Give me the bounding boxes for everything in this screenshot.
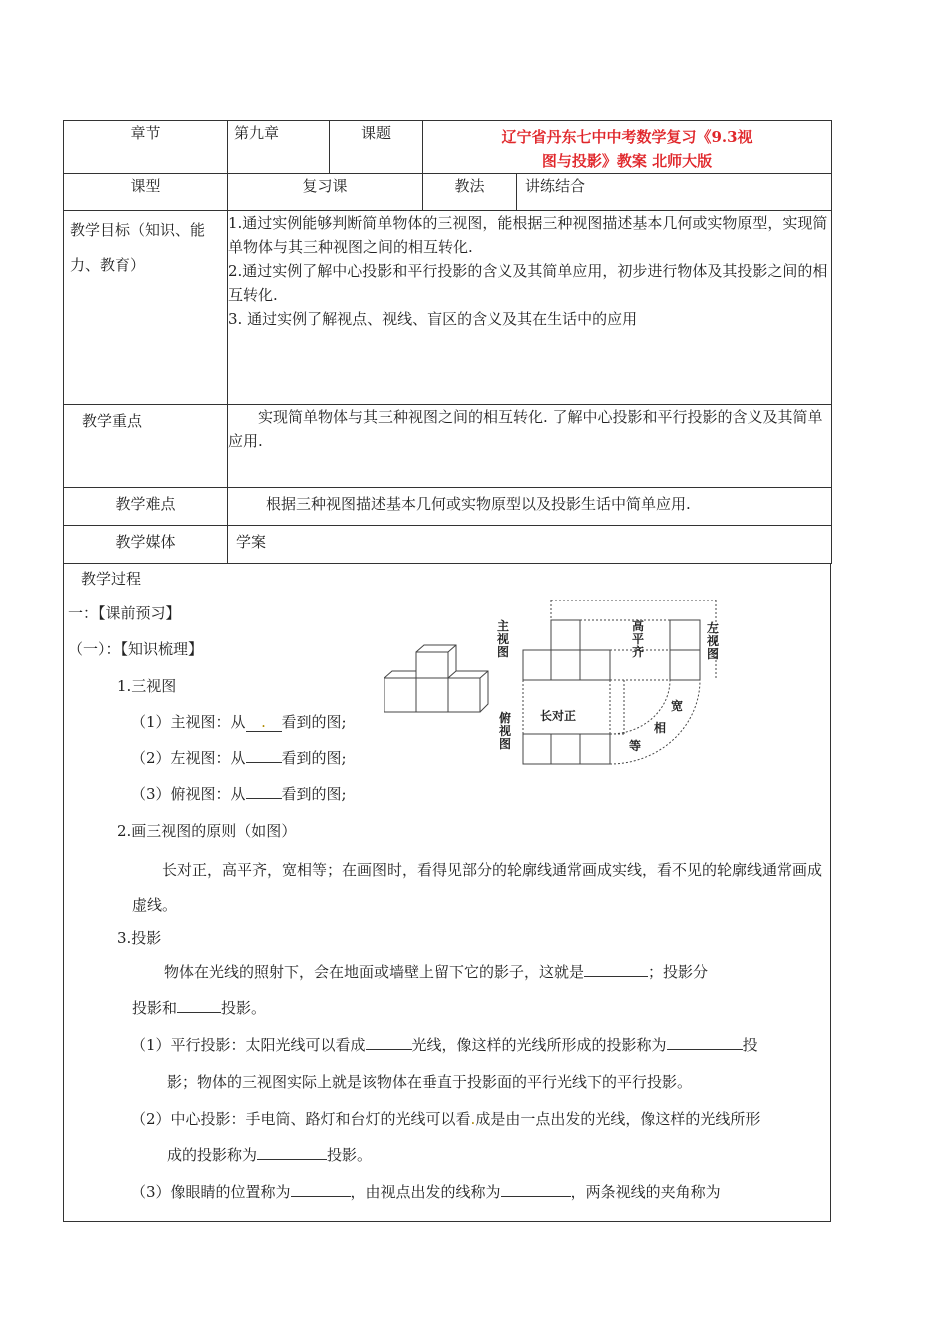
central-blank xyxy=(257,1159,327,1160)
top-view-cell xyxy=(523,734,551,764)
top-label: 俯视图 xyxy=(499,711,512,751)
proj-kind-1: 投影和 xyxy=(132,999,178,1017)
parallel-c: 投 xyxy=(742,1036,758,1054)
section-preview: 一：【课前预习】 xyxy=(68,604,181,622)
item-principle: 2.画三视图的原则（如图） xyxy=(117,822,297,840)
viewpoint-b: ，由视点出发的线称为 xyxy=(350,1183,501,1201)
chapter-label: 章节 xyxy=(64,121,228,174)
principle-text: 长对正，高平齐，宽相等；在画图时，看得见部分的轮廓线通常画成实线，看不见的轮廓线通常画成虚线。 xyxy=(132,861,823,915)
difficulties-label: 教学难点 xyxy=(64,488,228,526)
front-view-mark: . xyxy=(261,713,266,731)
proj-kind-2: 投影。 xyxy=(221,999,267,1017)
left-view-cell xyxy=(670,620,700,650)
central-c2: 投影。 xyxy=(327,1146,373,1164)
viewpoint-a: （3）像眼睛的位置称为 xyxy=(131,1183,291,1201)
width-char-3: 等 xyxy=(629,739,642,753)
topic-label: 课题 xyxy=(330,121,423,174)
difficulties-text: 根据三种视图描述基本几何或实物原型以及投影生话中简单应用. xyxy=(228,488,832,526)
front-view-pre: （1）主视图：从 xyxy=(131,713,246,731)
central-a: （2）中心投影：手电筒、路灯和台灯的光线可以看 xyxy=(131,1110,471,1128)
item-projection: 3.投影 xyxy=(117,929,162,947)
three-view-diagram xyxy=(494,600,734,800)
top-view-line xyxy=(131,783,347,804)
parallel-line-1 xyxy=(131,1034,758,1055)
media-label: 教学媒体 xyxy=(64,526,228,564)
block-figure xyxy=(384,642,494,732)
central-mark: . xyxy=(470,1110,476,1128)
left-view-blank xyxy=(246,762,282,763)
info-table xyxy=(63,120,832,564)
parallel-blank-2 xyxy=(667,1049,743,1050)
left-view-line xyxy=(131,747,347,768)
title-line-2: 图与投影》教案 北师大版 xyxy=(541,152,713,170)
media-value: 学案 xyxy=(228,526,832,564)
central-c1: 成的投影称为 xyxy=(167,1146,258,1164)
viewpoint-blank-1 xyxy=(291,1196,351,1197)
central-line-2 xyxy=(167,1144,372,1165)
left-view-pre: （2）左视图：从 xyxy=(131,749,246,767)
proj-split: ；投影分 xyxy=(648,963,709,981)
method-label: 教法 xyxy=(423,174,517,210)
viewpoint-c: ，两条视线的夹角称为 xyxy=(570,1183,721,1201)
top-view-pre: （3）俯视图：从 xyxy=(131,785,246,803)
proj-line-1 xyxy=(164,961,708,982)
left-view-post: 看到的图; xyxy=(281,749,347,767)
length-label: 长对正 xyxy=(540,709,577,723)
front-view-blank xyxy=(246,713,282,732)
subsection-knowledge: （一）：【知识梳理】 xyxy=(68,640,204,658)
goals-label: 教学目标（知识、能力、教育） xyxy=(64,211,228,405)
key-points-text: 实现简单物体与其三种视图之间的相互转化. 了解中心投影和平行投影的含义及其简单应用. xyxy=(228,405,832,488)
goals-content xyxy=(228,211,832,405)
teaching-process xyxy=(63,564,831,1222)
title-line-1: 辽宁省丹东七中中考数学复习《9.3视 xyxy=(501,128,753,146)
front-view-cell xyxy=(523,650,551,680)
proj-line-2 xyxy=(132,997,266,1018)
item-three-views: 1.三视图 xyxy=(117,677,177,695)
proj-blank-1 xyxy=(584,976,648,977)
process-heading: 教学过程 xyxy=(81,570,142,588)
parallel-line-2: 影；物体的三视图实际上就是该物体在垂直于投影面的平行光线下的平行投影。 xyxy=(167,1073,693,1091)
goal-1: 1.通过实例能够判断简单物体的三视图，能根据三种视图描述基本几何或实物原型，实现简单物体与其三种视图之间的相互转化. xyxy=(228,214,828,256)
parallel-b: 光线，像这样的光线所形成的投影称为 xyxy=(411,1036,667,1054)
parallel-a: （1）平行投影：太阳光线可以看成 xyxy=(131,1036,366,1054)
chapter-value: 第九章 xyxy=(228,121,330,174)
lesson-title xyxy=(423,121,832,174)
front-view-line xyxy=(131,711,347,732)
key-points-label: 教学重点 xyxy=(64,405,228,488)
type-value: 复习课 xyxy=(228,174,423,211)
width-char-2: 相 xyxy=(654,721,667,735)
width-char-1: 宽 xyxy=(671,699,684,713)
lesson-plan xyxy=(63,120,831,1222)
central-line-1 xyxy=(131,1108,760,1129)
central-b: 成是由一点出发的光线，像这样的光线所形 xyxy=(475,1110,761,1128)
front-label: 主视图 xyxy=(497,619,510,659)
height-label: 高平齐 xyxy=(632,619,645,659)
proj-blank-2 xyxy=(177,1012,221,1013)
top-view-post: 看到的图; xyxy=(281,785,347,803)
proj-def: 物体在光线的照射下，会在地面或墙壁上留下它的影子，这就是 xyxy=(164,963,585,981)
viewpoint-line xyxy=(131,1181,823,1202)
viewpoint-blank-2 xyxy=(501,1196,571,1197)
goal-2: 2.通过实例了解中心投影和平行投影的含义及其简单应用，初步进行物体及其投影之间的相互转化. xyxy=(228,262,828,304)
left-label: 左视图 xyxy=(707,621,720,661)
front-view-post: 看到的图; xyxy=(281,713,347,731)
type-label: 课型 xyxy=(64,174,228,211)
goal-3: 3. 通过实例了解视点、视线、盲区的含义及其在生话中的应用 xyxy=(228,310,638,328)
top-view-blank xyxy=(246,798,282,799)
method-value: 讲练结合 xyxy=(525,177,586,195)
parallel-blank-1 xyxy=(366,1049,412,1050)
